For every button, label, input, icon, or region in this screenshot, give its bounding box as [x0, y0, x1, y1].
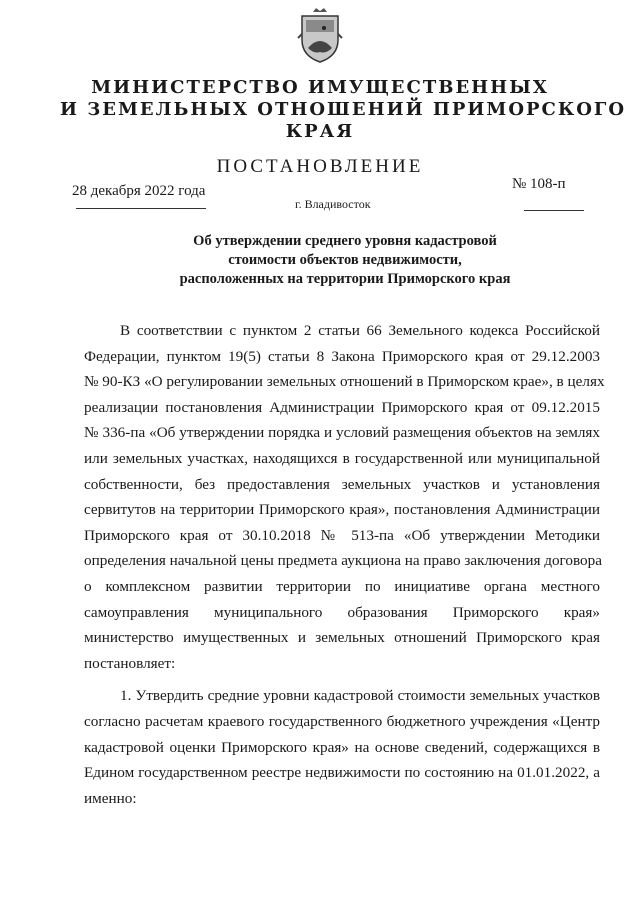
item-1-line: именно:: [84, 789, 137, 807]
preamble-line: Приморского края от 30.10.2018 № 513-па «Об утверждении Методики: [84, 526, 600, 544]
document-body: [84, 318, 605, 811]
ministry-name: [60, 77, 627, 143]
title-line-1: Об утверждении среднего уровня кадастровой: [193, 233, 497, 249]
item-1-line: согласно расчетам краевого государственного бюджетного учреждения «Центр: [84, 712, 600, 730]
document-date: 28 декабря 2022 года: [72, 183, 206, 199]
document-type: ПОСТАНОВЛЕНИЕ: [216, 156, 424, 177]
preamble-line: самоуправления муниципального образования Приморского края»: [84, 603, 600, 621]
item-1-line: Едином государственном реестре недвижимости по состоянию на 01.01.2022, а: [84, 764, 600, 782]
item-1-line: кадастровой оценки Приморского края» на основе сведений, содержащихся в: [84, 738, 600, 756]
number-underline: [524, 210, 584, 211]
preamble-line: № 336-па «Об утверждении порядка и условий размещения объектов на землях: [84, 424, 600, 442]
preamble-line: или земельных участках, находящихся в государственной или муниципальной: [84, 449, 600, 467]
preamble-line: собственности, без предоставления земельных участков и установления: [84, 475, 600, 493]
preamble-line: сервитутов на территории Приморского края», постановления Администрации: [84, 501, 600, 519]
document-number: № 108-п: [512, 176, 566, 192]
preamble-line: определения начальной цены предмета аукциона на право заключения договора: [84, 552, 602, 570]
coat-of-arms-icon: [296, 8, 344, 64]
ministry-line-1: МИНИСТЕРСТВО ИМУЩЕСТВЕННЫХ: [91, 77, 549, 98]
preamble-line: № 90-КЗ «О регулировании земельных отношений в Приморском крае», в целях: [84, 373, 605, 391]
preamble-line: министерство имущественных и земельных отношений Приморского края: [84, 629, 600, 647]
ministry-line-3: КРАЯ: [285, 121, 355, 142]
title-line-2: стоимости объектов недвижимости,: [228, 252, 462, 268]
preamble-line: Федерации, пунктом 19(5) статьи 8 Закона Приморского края от 29.12.2003: [84, 347, 600, 365]
document-title: [120, 232, 570, 289]
title-line-3: расположенных на территории Приморского края: [179, 271, 511, 287]
document-city: г. Владивосток: [295, 197, 371, 211]
preamble-line: В соответствии с пунктом 2 статьи 66 Земельного кодекса Российской: [120, 322, 600, 339]
preamble-line: реализации постановления Администрации Приморского края от 09.12.2015: [84, 398, 600, 416]
item-1-line: 1. Утвердить средние уровни кадастровой стоимости земельных участков: [120, 687, 600, 705]
preamble-line: постановляет:: [84, 654, 176, 672]
ministry-line-2: И ЗЕМЕЛЬНЫХ ОТНОШЕНИЙ ПРИМОРСКОГО: [60, 99, 627, 120]
date-underline: [76, 208, 206, 209]
preamble-line: о комплексном развитии территории по инициативе органа местного: [84, 577, 600, 595]
